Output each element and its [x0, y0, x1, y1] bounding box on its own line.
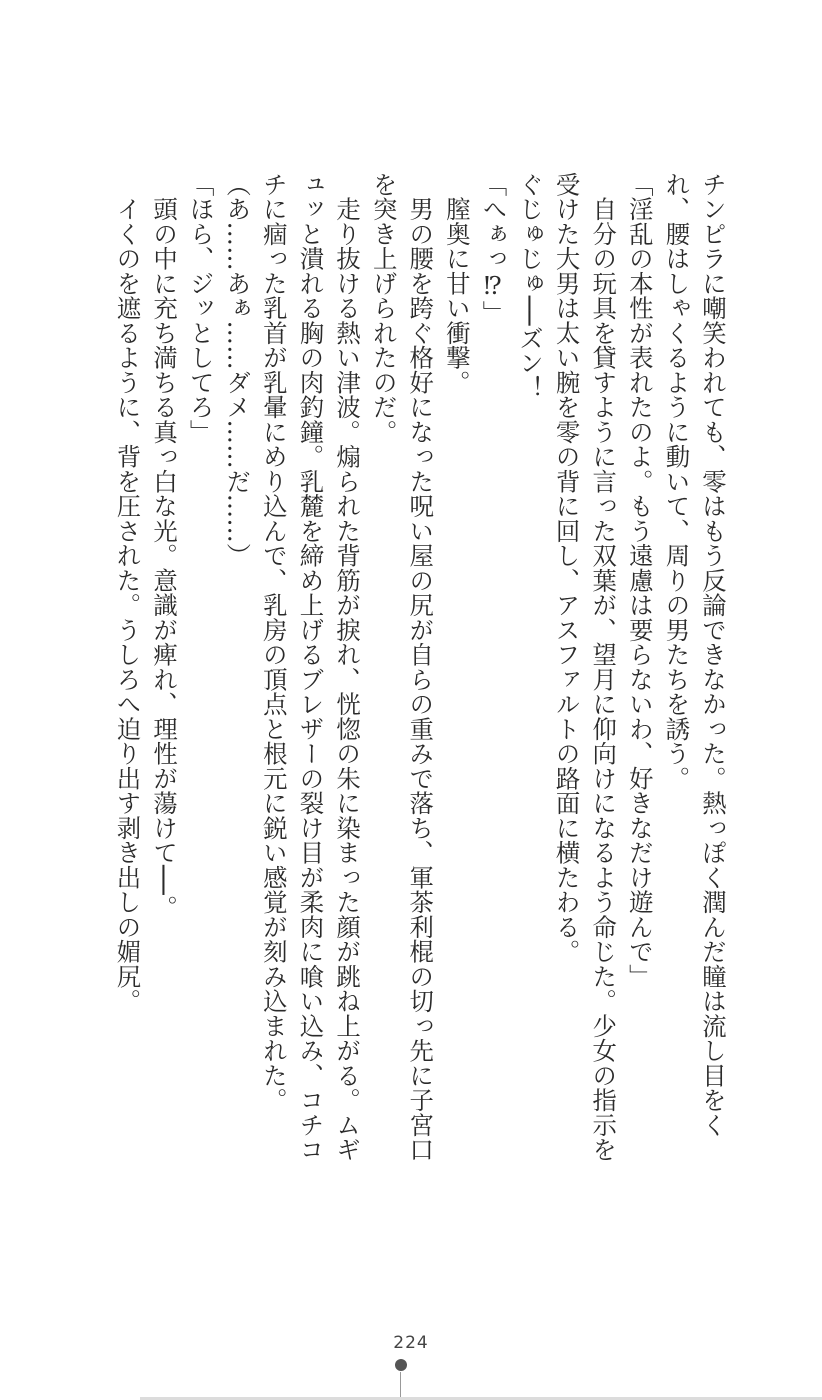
text-line: 「ほら、ジッとしてろ」 [185, 172, 215, 445]
text-line: 「へぁっ⁉」 [478, 172, 508, 326]
text-line: 走り抜ける熱い津波。煽られた背筋が捩れ、恍惚の朱に染まった顔が跳ね上がる。ムギ [332, 172, 362, 1162]
text-line: ぐじゅじゅ──ズン！ [515, 172, 545, 401]
text-line: チンピラに嘲笑われても、零はもう反論できなかった。熱っぽく潤んだ瞳は流し目をく [698, 172, 727, 1138]
vertical-text-body [80, 172, 730, 1162]
text-line: ュッと潰れる胸の肉釣鐘。乳麓を締め上げるブレザーの裂け目が柔肉に喰い込み、コチコ [295, 172, 325, 1162]
text-line: イくのを遮るように、背を圧された。うしろへ迫り出す剥き出しの媚尻。 [112, 172, 142, 1014]
text-line: チに痼った乳首が乳暈にめり込んで、乳房の頂点と根元に鋭い感覚が刻み込まれた。 [258, 172, 288, 1113]
text-line: れ、腰はしゃくるように動いて、周りの男たちを誘う。 [661, 172, 691, 791]
text-line: 膣奥に甘い衝撃。 [441, 172, 471, 395]
page-number: 224 [393, 1333, 429, 1353]
text-line: 男の腰を跨ぐ格好になった呪い屋の尻が自らの重みで落ち、軍茶利棍の切っ先に子宮口 [405, 172, 435, 1162]
text-line: を突き上げられたのだ。 [368, 172, 398, 445]
page-marker-stem [400, 1372, 401, 1400]
text-line: （あ……あぁ……ダメ……だ……） [222, 172, 252, 568]
text-line: 自分の玩具を貸すように言った双葉が、望月に仰向けになるよう命じた。少女の指示を [588, 172, 618, 1162]
text-line: 受けた大男は太い腕を零の背に回し、アスファルトの路面に横たわる。 [551, 172, 581, 964]
text-line: 頭の中に充ち満ちる真っ白な光。意識が痺れ、理性が蕩けて──。 [149, 172, 179, 920]
page-marker-dot [395, 1359, 407, 1371]
text-line: 「淫乱の本性が表れたのよ。もう遠慮は要らないわ、好きなだけ遊んで」 [624, 172, 654, 989]
